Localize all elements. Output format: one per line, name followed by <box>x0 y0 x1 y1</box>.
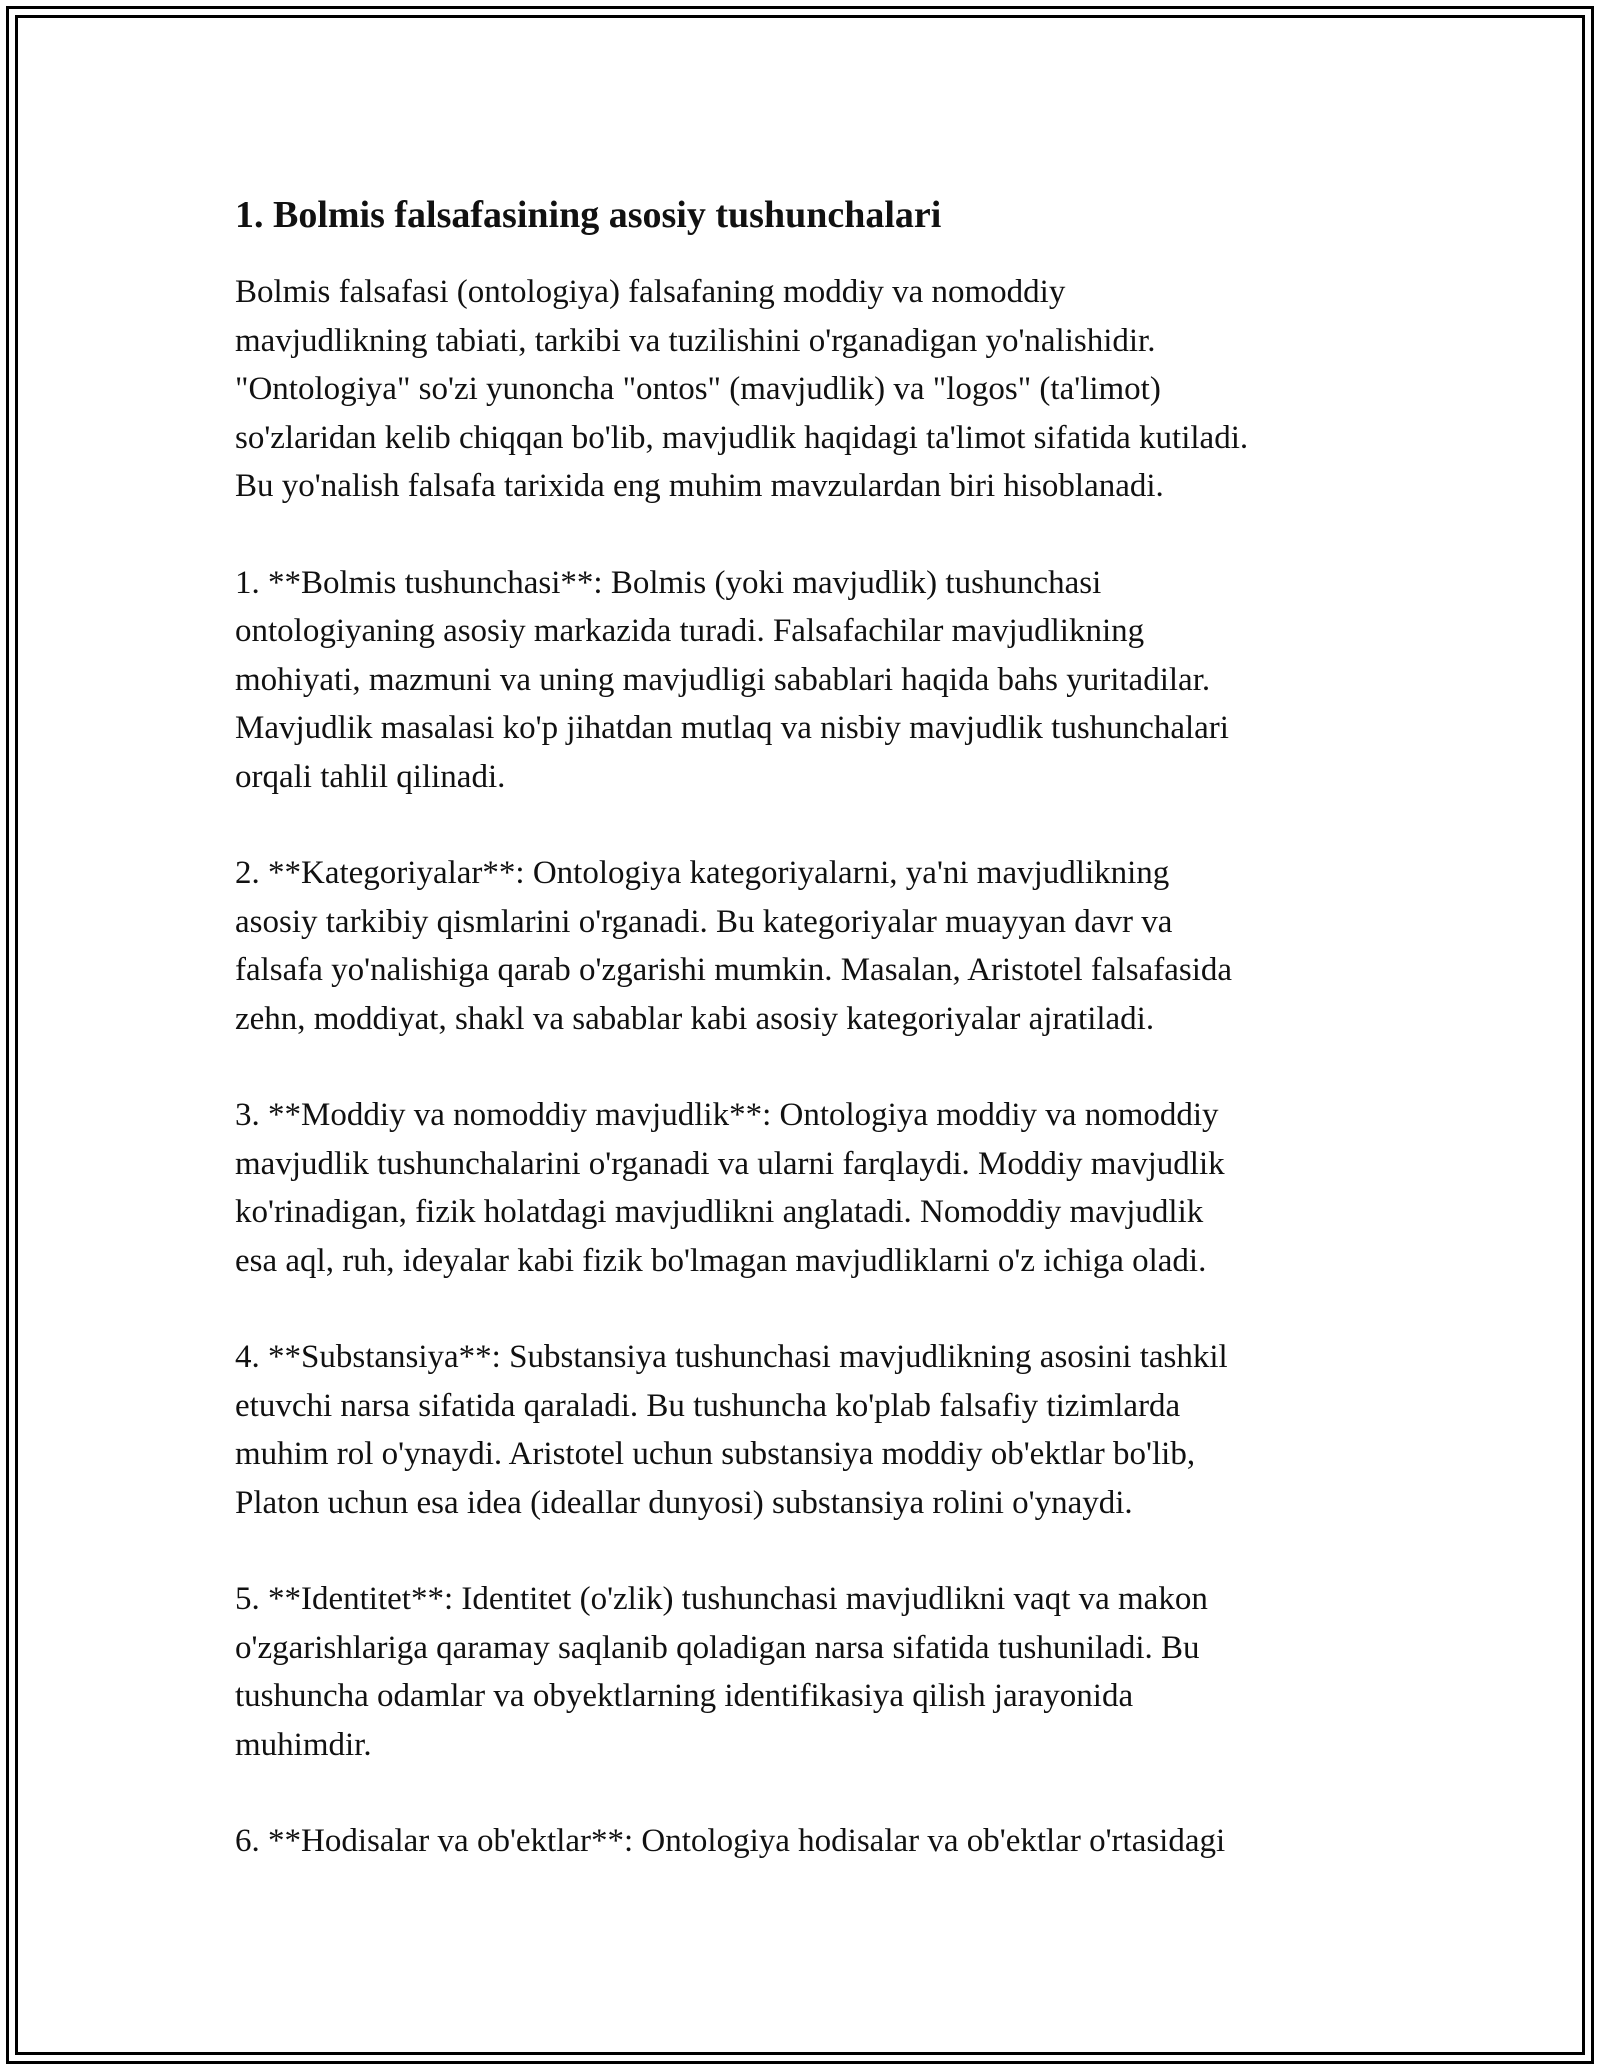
document-title: 1. Bolmis falsafasining asosiy tushunchalari <box>235 194 942 236</box>
text-line: 3. **Moddiy va nomoddiy mavjudlik**: Ontologiya moddiy va nomoddiy <box>235 1097 1219 1133</box>
text-line: mohiyati, mazmuni va uning mavjudligi sabablari haqida bahs yuritadilar. <box>235 661 1211 698</box>
document-body <box>235 190 1395 1914</box>
text-line: Bu yo'nalish falsafa tarixida eng muhim mavzulardan biri hisoblanadi. <box>235 468 1164 504</box>
text-line: so'zlaridan kelib chiqqan bo'lib, mavjudlik haqidagi ta'limot sifatida kutiladi. <box>235 419 1249 456</box>
text-line: tushuncha odamlar va obyektlarning identifikasiya qilish jarayonida <box>235 1678 1134 1714</box>
text-line: o'zgarishlariga qaramay saqlanib qoladigan narsa sifatida tushuniladi. Bu <box>235 1629 1200 1666</box>
text-line: mavjudlik tushunchalarini o'rganadi va ularni farqlaydi. Moddiy mavjudlik <box>235 1145 1225 1182</box>
section-identitet <box>235 1575 1395 1769</box>
text-line: Mavjudlik masalasi ko'p jihatdan mutlaq va nisbiy mavjudlik tushunchalari <box>235 710 1229 746</box>
text-line: mavjudlikning tabiati, tarkibi va tuzilishini o'rganadigan yo'nalishidir. <box>235 322 1156 359</box>
text-line: orqali tahlil qilinadi. <box>235 758 506 795</box>
text-line: 5. **Identitet**: Identitet (o'zlik) tushunchasi mavjudlikni vaqt va makon <box>235 1581 1208 1617</box>
text-line: Platon uchun esa idea (ideallar dunyosi) substansiya rolini o'ynaydi. <box>235 1484 1133 1521</box>
section-moddiy-nomoddiy <box>235 1091 1395 1285</box>
intro-paragraph <box>235 268 1395 511</box>
text-line: 1. **Bolmis tushunchasi**: Bolmis (yoki mavjudlik) tushunchasi <box>235 564 1102 601</box>
text-line: asosiy tarkibiy qismlarini o'rganadi. Bu kategoriyalar muayyan davr va <box>235 903 1173 940</box>
text-line: falsafa yo'nalishiga qarab o'zgarishi mumkin. Masalan, Aristotel falsafasida <box>235 952 1233 988</box>
text-line: 2. **Kategoriyalar**: Ontologiya kategoriyalarni, ya'ni mavjudlikning <box>235 855 1170 891</box>
text-line: ontologiyaning asosiy markazida turadi. Falsafachilar mavjudlikning <box>235 613 1145 649</box>
text-line: muhimdir. <box>235 1726 372 1763</box>
text-line: muhim rol o'ynaydi. Aristotel uchun substansiya moddiy ob'ektlar bo'lib, <box>235 1436 1196 1472</box>
section-substansiya <box>235 1333 1395 1527</box>
text-line: "Ontologiya" so'zi yunoncha "ontos" (mavjudlik) va "logos" (ta'limot) <box>235 371 1161 407</box>
text-line: zehn, moddiyat, shakl va sabablar kabi asosiy kategoriyalar ajratiladi. <box>235 1000 1155 1037</box>
section-kategoriyalar <box>235 849 1395 1043</box>
section-hodisalar-obektlar <box>235 1817 1395 1866</box>
text-line: 4. **Substansiya**: Substansiya tushunchasi mavjudlikning asosini tashkil <box>235 1339 1228 1375</box>
text-line: ko'rinadigan, fizik holatdagi mavjudlikni anglatadi. Nomoddiy mavjudlik <box>235 1194 1204 1230</box>
section-bolmis-tushunchasi <box>235 559 1395 802</box>
text-line: etuvchi narsa sifatida qaraladi. Bu tushuncha ko'plab falsafiy tizimlarda <box>235 1387 1181 1424</box>
text-line: Bolmis falsafasi (ontologiya) falsafaning moddiy va nomoddiy <box>235 274 1066 310</box>
text-line: 6. **Hodisalar va ob'ektlar**: Ontologiya hodisalar va ob'ektlar o'rtasidagi <box>235 1823 1226 1859</box>
text-line: esa aql, ruh, ideyalar kabi fizik bo'lmagan mavjudliklarni o'z ichiga oladi. <box>235 1242 1207 1279</box>
